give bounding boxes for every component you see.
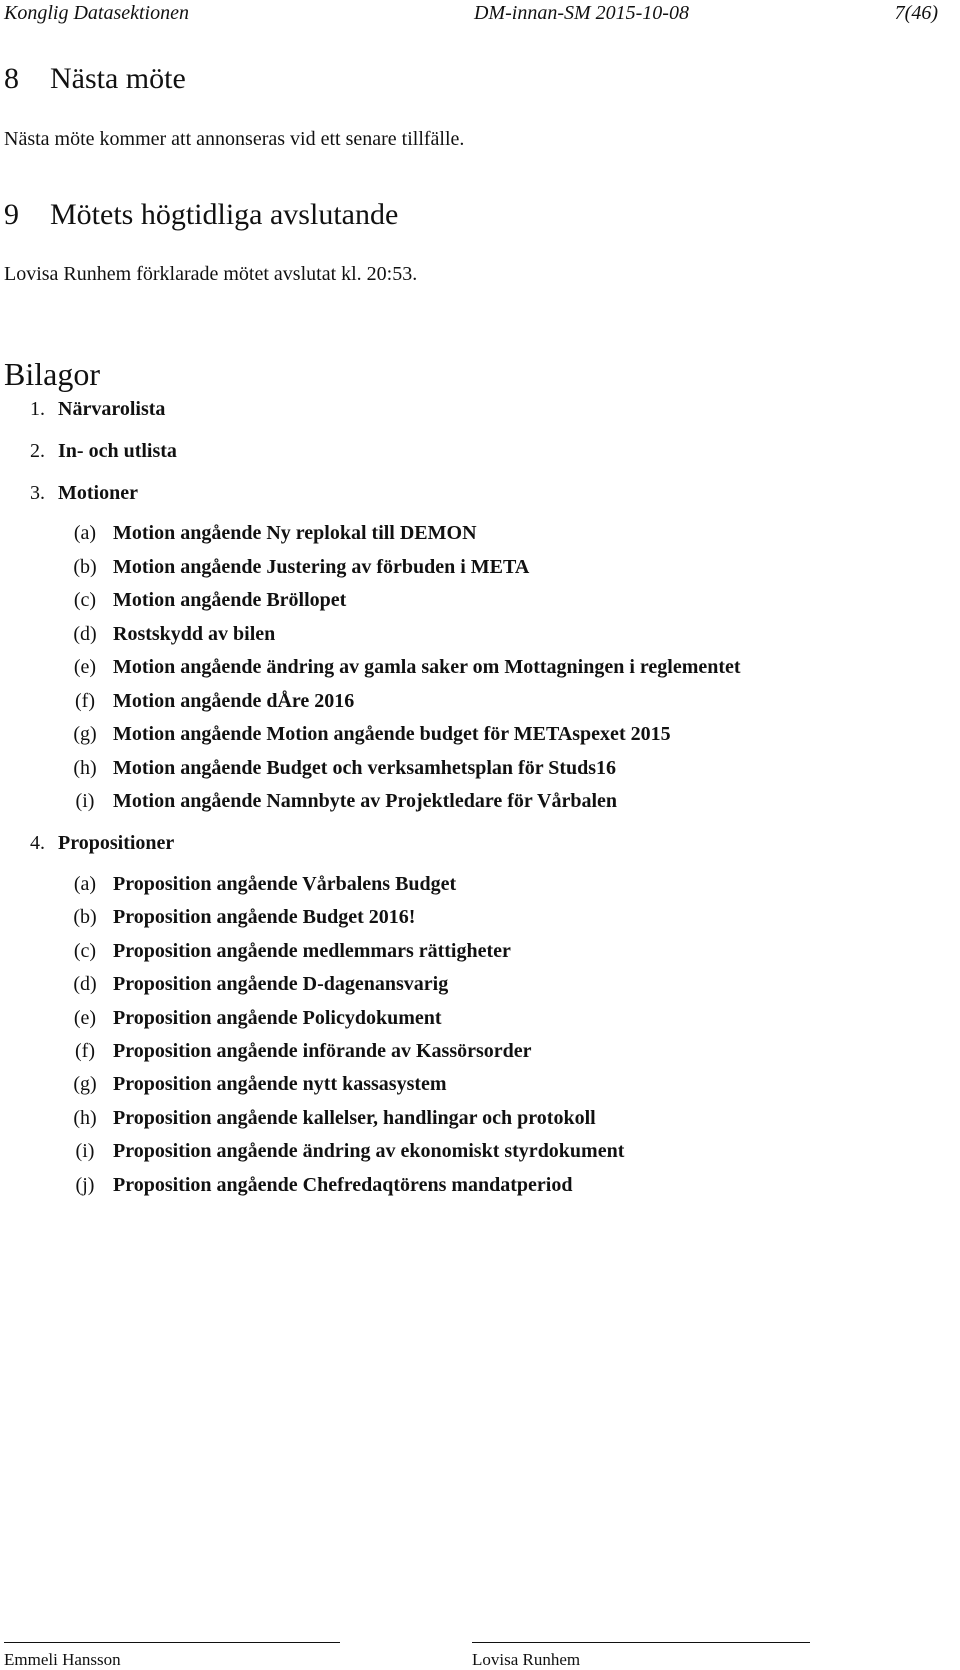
- proposition-item: [62, 1174, 572, 1197]
- item-text: Proposition angående Vårbalens Budget: [113, 873, 457, 895]
- signature-line: [472, 1642, 810, 1643]
- item-text: Motion angående Bröllopet: [113, 589, 347, 611]
- item-label: (g): [73, 1073, 97, 1095]
- section-text: Nästa möte kommer att annonseras vid ett senare tillfälle.: [4, 128, 465, 150]
- list-number: 4.: [30, 832, 45, 854]
- proposition-item: [62, 1007, 442, 1030]
- item-label: (b): [73, 906, 97, 928]
- list-item: [30, 832, 174, 855]
- item-label: (e): [73, 1007, 97, 1029]
- item-text: Motion angående ändring av gamla saker om Mottagningen i reglementet: [113, 656, 741, 678]
- item-label: (f): [75, 690, 95, 712]
- motion-item: [62, 656, 741, 679]
- item-label: (f): [75, 1040, 95, 1062]
- item-label: (b): [73, 556, 97, 578]
- item-text: Rostskydd av bilen: [113, 623, 276, 645]
- section-heading: Nästa möte: [50, 62, 186, 95]
- section-number: 9: [4, 198, 19, 231]
- item-text: Proposition angående D-dagenansvarig: [113, 973, 449, 995]
- item-label: (e): [73, 656, 97, 678]
- signature-name: Emmeli Hansson: [4, 1650, 121, 1669]
- signature-line: [4, 1642, 340, 1643]
- proposition-item: [62, 1073, 447, 1096]
- list-number: 2.: [30, 440, 45, 462]
- list-number: 1.: [30, 398, 45, 420]
- item-label: (d): [73, 623, 97, 645]
- section-heading: Mötets högtidliga avslutande: [50, 198, 399, 231]
- item-text: Proposition angående Policydokument: [113, 1007, 442, 1029]
- list-label: Närvarolista: [58, 398, 166, 420]
- section-number: 8: [4, 62, 19, 95]
- item-label: (h): [73, 757, 97, 779]
- list-label: In- och utlista: [58, 440, 177, 462]
- section-text: Lovisa Runhem förklarade mötet avslutat kl. 20:53.: [4, 263, 418, 285]
- item-label: (c): [73, 940, 97, 962]
- item-label: (d): [73, 973, 97, 995]
- item-text: Motion angående Namnbyte av Projektledare för Vårbalen: [113, 790, 618, 812]
- item-text: Proposition angående medlemmars rättigheter: [113, 940, 511, 962]
- motion-item: [62, 757, 616, 780]
- item-text: Proposition angående Chefredaqtörens mandatperiod: [113, 1174, 573, 1196]
- header-meeting: DM-innan-SM 2015-10-08: [474, 2, 689, 24]
- motion-item: [62, 623, 275, 646]
- list-item: [30, 398, 165, 421]
- motion-item: [62, 589, 346, 612]
- item-text: Motion angående Budget och verksamhetsplan för Studs16: [113, 757, 617, 779]
- proposition-item: [62, 1040, 532, 1063]
- section-title: [4, 62, 186, 96]
- signature-name: Lovisa Runhem: [472, 1650, 581, 1669]
- proposition-item: [62, 973, 448, 996]
- motion-item: [62, 690, 354, 713]
- item-label: (i): [75, 1140, 95, 1162]
- item-text: Motion angående Justering av förbuden i META: [113, 556, 530, 578]
- item-label: (g): [73, 723, 97, 745]
- bilagor-heading: Bilagor: [4, 356, 100, 392]
- item-text: Proposition angående ändring av ekonomiskt styrdokument: [113, 1140, 625, 1162]
- proposition-item: [62, 1140, 624, 1163]
- item-label: (a): [73, 522, 97, 544]
- proposition-item: [62, 906, 415, 929]
- section-title: [4, 198, 398, 232]
- list-number: 3.: [30, 482, 45, 504]
- item-text: Motion angående dÅre 2016: [113, 690, 355, 712]
- item-text: Proposition angående Budget 2016!: [113, 906, 416, 928]
- item-label: (h): [73, 1107, 97, 1129]
- motion-item: [62, 522, 477, 545]
- list-item: [30, 440, 177, 463]
- header-page-number: 7(46): [894, 2, 938, 24]
- item-text: Proposition angående nytt kassasystem: [113, 1073, 447, 1095]
- item-text: Proposition angående kallelser, handlingar och protokoll: [113, 1107, 596, 1129]
- item-text: Motion angående Motion angående budget för METAspexet 2015: [113, 723, 671, 745]
- motion-item: [62, 556, 529, 579]
- item-label: (a): [73, 873, 97, 895]
- item-text: Motion angående Ny replokal till DEMON: [113, 522, 477, 544]
- proposition-item: [62, 1107, 596, 1130]
- motion-item: [62, 790, 617, 813]
- item-label: (c): [73, 589, 97, 611]
- page-header: [4, 2, 938, 28]
- item-text: Proposition angående införande av Kassörsorder: [113, 1040, 532, 1062]
- header-organization: Konglig Datasektionen: [4, 2, 189, 24]
- proposition-item: [62, 873, 456, 896]
- item-label: (i): [75, 790, 95, 812]
- proposition-item: [62, 940, 511, 963]
- item-label: (j): [75, 1174, 95, 1196]
- list-item: [30, 482, 138, 505]
- motion-item: [62, 723, 671, 746]
- list-label: Propositioner: [58, 832, 175, 854]
- list-label: Motioner: [58, 482, 138, 504]
